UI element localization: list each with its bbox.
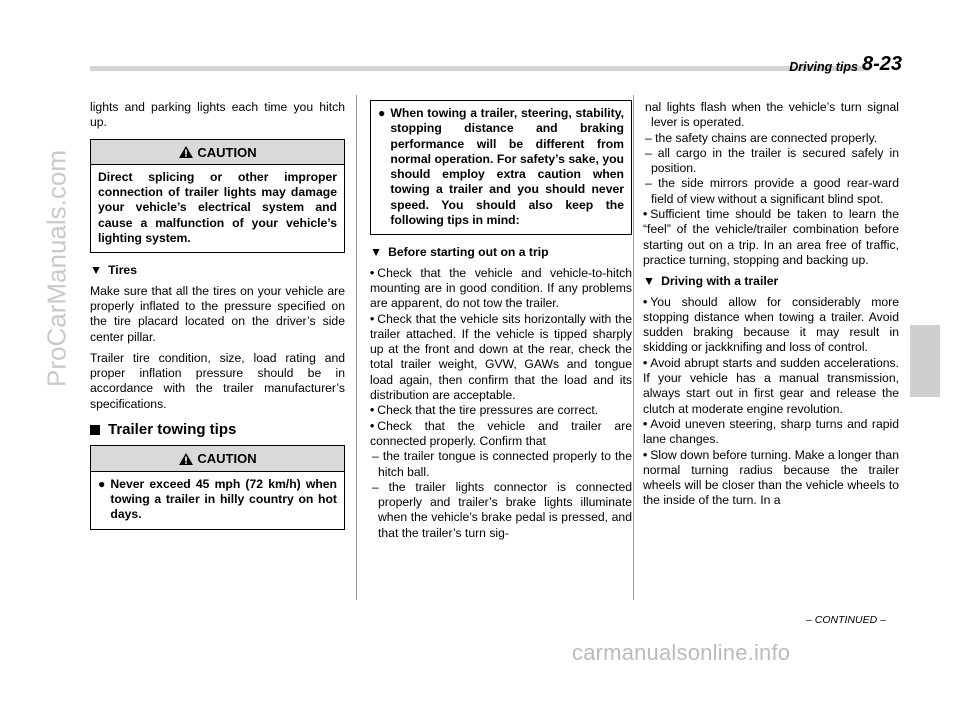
bullet-icon: • xyxy=(643,294,648,309)
caution-box xyxy=(90,445,345,529)
caution-box-continued xyxy=(370,100,632,235)
continued-label: – CONTINUED – xyxy=(806,614,886,626)
bullet-icon: • xyxy=(643,207,648,222)
caution-text: Direct splicing or other improper connection of trailer lights may damage your vehicle’s electrical system and cause a malfunction of your vehicle’s lighting system. xyxy=(98,169,337,246)
bullet-item: • Avoid abrupt starts and sudden accelerations. If your vehicle has a manual transmission, always start out in first gear and release the clutch at moderate engine revolution. xyxy=(643,355,899,416)
warning-triangle-icon xyxy=(178,452,194,466)
caution-label: CAUTION xyxy=(197,144,257,160)
caution-header xyxy=(91,140,344,165)
header-title: Driving tips xyxy=(789,60,858,74)
dash-item: – the trailer lights connector is connected properly and trailer’s brake lights illuminate when the vehicle’s brake pedal is pressed, and that the trailer’s turn sig- xyxy=(372,479,632,540)
bullet-item: • Check that the vehicle and trailer are connected properly. Confirm that xyxy=(370,418,632,448)
caution-text: ● Never exceed 45 mph (72 km/h) when towing a trailer in hilly country on hot days. xyxy=(98,476,337,522)
bullet-item: • Sufficient time should be taken to learn the “feel” of the vehicle/trailer combination before starting out on a trip. In an area free of traffic, practice turning, stopping and backing up. xyxy=(643,207,899,267)
section-heading: Trailer towing tips xyxy=(90,422,345,437)
bullet-icon: • xyxy=(370,418,375,433)
chapter-tab xyxy=(910,325,940,397)
dash-item: – the safety chains are connected properly. xyxy=(645,130,878,145)
intro-text: lights and parking lights each time you hitch up. xyxy=(90,100,345,130)
column-divider xyxy=(633,95,634,600)
tires-paragraph: Trailer tire condition, size, load rating and proper inflation pressure should be in accordance with the trailer manufacturer’s specifications. xyxy=(90,350,345,411)
down-triangle-icon: ▼ xyxy=(370,245,383,260)
bullet-item: • Check that the vehicle and vehicle-to-hitch mounting are in good condition. If any problems are apparent, do not tow the trailer. xyxy=(370,265,632,311)
bullet-icon: • xyxy=(643,416,648,431)
column-1 xyxy=(90,100,345,540)
caution-label: CAUTION xyxy=(197,451,257,467)
tires-paragraph: Make sure that all the tires on your vehicle are properly inflated to the pressure specified on the tire placard located on the driver’s side center pillar. xyxy=(90,283,345,344)
before-trip-heading: ▼ Before starting out on a trip xyxy=(370,245,549,260)
dash-item-continued: nal lights flash when the vehicle’s turn signal lever is operated. xyxy=(645,100,899,130)
dash-item: – the trailer tongue is connected properly to the hitch ball. xyxy=(372,449,632,479)
caution-text: ● When towing a trailer, steering, stability, stopping distance and braking performance will be different from normal operation. For safety’s sake, you should employ extra caution when towing a trailer and you should never speed. You should also keep the following tips in mind: xyxy=(378,106,624,228)
bullet-icon: ● xyxy=(98,476,106,491)
bullet-icon: • xyxy=(643,447,648,462)
bullet-item: • Slow down before turning. Make a longer than normal turning radius because the trailer wheels will be closer than the vehicle wheels to the inside of the turn. In a xyxy=(643,447,899,508)
square-bullet-icon xyxy=(90,425,100,435)
column-divider xyxy=(356,95,357,600)
bullet-item: • Check that the tire pressures are correct. xyxy=(370,403,599,418)
caution-box xyxy=(90,139,345,254)
bullet-item: • You should allow for considerably more stopping distance when towing a trailer. Avoid sudden braking because it may result in skidding or jackknifing and loss of control. xyxy=(643,294,899,355)
bullet-icon: • xyxy=(370,265,375,280)
bullet-item: • Avoid uneven steering, sharp turns and rapid lane changes. xyxy=(643,416,899,447)
caution-header xyxy=(91,446,344,471)
column-3 xyxy=(643,100,899,509)
dash-item: – the side mirrors provide a good rear-ward field of view without a significant blind spot. xyxy=(645,176,899,206)
bullet-icon: ● xyxy=(378,106,386,120)
page-number: 8-23 xyxy=(862,53,903,75)
down-triangle-icon: ▼ xyxy=(90,263,103,278)
bullet-icon: • xyxy=(370,311,375,326)
driving-with-trailer-heading: ▼ Driving with a trailer xyxy=(643,274,779,289)
tires-heading: ▼ Tires xyxy=(90,263,137,278)
bullet-icon: • xyxy=(643,355,648,370)
down-triangle-icon: ▼ xyxy=(643,274,656,289)
dash-item: – all cargo in the trailer is secured safely in position. xyxy=(645,145,899,176)
bullet-icon: • xyxy=(370,403,375,418)
column-2 xyxy=(370,100,632,541)
bullet-item: • Check that the vehicle sits horizontally with the trailer attached. If the vehicle is tipped sharply up at the front and down at the rear, check the total trailer weight, GVW, GAWs and tongue load again, then confirm that the load and its distribution are acceptable. xyxy=(370,311,632,403)
footer-site-watermark: carmanualsonline.info xyxy=(572,640,791,665)
warning-triangle-icon xyxy=(178,145,194,159)
watermark: ProCarManuals.com xyxy=(41,150,72,387)
